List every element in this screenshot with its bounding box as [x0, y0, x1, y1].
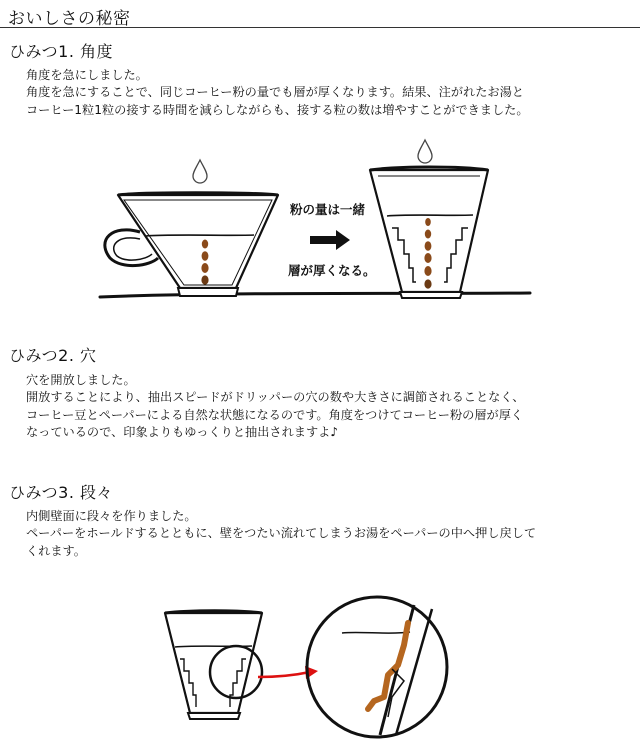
coffee-drop: [425, 241, 432, 251]
coffee-drop: [424, 253, 431, 263]
coffee-drops: [424, 218, 431, 289]
title-divider: [0, 27, 640, 28]
coffee-drop: [425, 218, 431, 226]
water-flow-path: [368, 623, 408, 709]
text-line: 穴を開放しました。: [26, 373, 136, 387]
coffee-drops: [201, 240, 208, 285]
text-line: コーヒー1粒1粒の接する時間を減らしながらも、接する粒の数は増やすことができました。: [26, 102, 529, 117]
figure-label-thicker-layer: 層が厚くなる。: [288, 263, 376, 278]
coffee-drop: [424, 266, 431, 276]
dripper-icon: [165, 611, 262, 719]
text-line: なっているので、印象よりもゆっくりと抽出されますよ♪: [26, 425, 339, 440]
table-line: [100, 293, 530, 297]
coffee-drop: [425, 230, 431, 239]
section-heading-hole: ひみつ2. 穴: [9, 346, 97, 365]
section-heading-angle: ひみつ1. 角度: [9, 42, 114, 61]
coffee-drop: [201, 275, 208, 284]
page-title: おいしさの秘密: [8, 9, 131, 29]
coffee-drop: [424, 279, 431, 288]
section-heading-steps: ひみつ3. 段々: [9, 483, 114, 502]
zoom-indicator-circle: [210, 646, 262, 698]
text-line: 角度を急にしました。: [26, 68, 148, 82]
zoomed-detail-circle: [307, 597, 447, 737]
text-line: くれます。: [26, 543, 86, 558]
section-body-hole: [26, 372, 626, 442]
section-body-angle: [26, 67, 626, 119]
coffee-drop: [202, 240, 208, 249]
water-drop-icon: [193, 160, 207, 183]
coffee-drop: [201, 263, 208, 273]
text-line: 角度を急にすることで、同じコーヒー粉の量でも層が厚くなります。結果、注がれたお湯と: [26, 85, 524, 100]
wall-detail: [342, 605, 432, 735]
inner-steps-illustration: [0, 585, 640, 745]
section-body-steps: [26, 508, 626, 560]
text-line: コーヒー豆とペーパーによる自然な状態になるのです。角度をつけてコーヒー粉の層が厚く: [26, 407, 524, 422]
text-line: ペーパーをホールドするとともに、壁をつたい流れてしまうお湯をペーパーの中へ押し戻して: [26, 526, 537, 541]
text-line: 内側壁面に段々を作りました。: [26, 509, 197, 523]
water-drop-icon: [418, 140, 432, 163]
text-line: 開放することにより、抽出スピードがドリッパーの穴の数や大きさに調節されることなく、: [26, 390, 525, 405]
angle-comparison-illustration: [0, 140, 640, 340]
coffee-drop: [202, 251, 209, 261]
figure-label-same-amount: 粉の量は一緒: [290, 202, 366, 217]
wide-dripper-icon: [105, 193, 278, 296]
right-arrow-icon: [310, 230, 350, 250]
